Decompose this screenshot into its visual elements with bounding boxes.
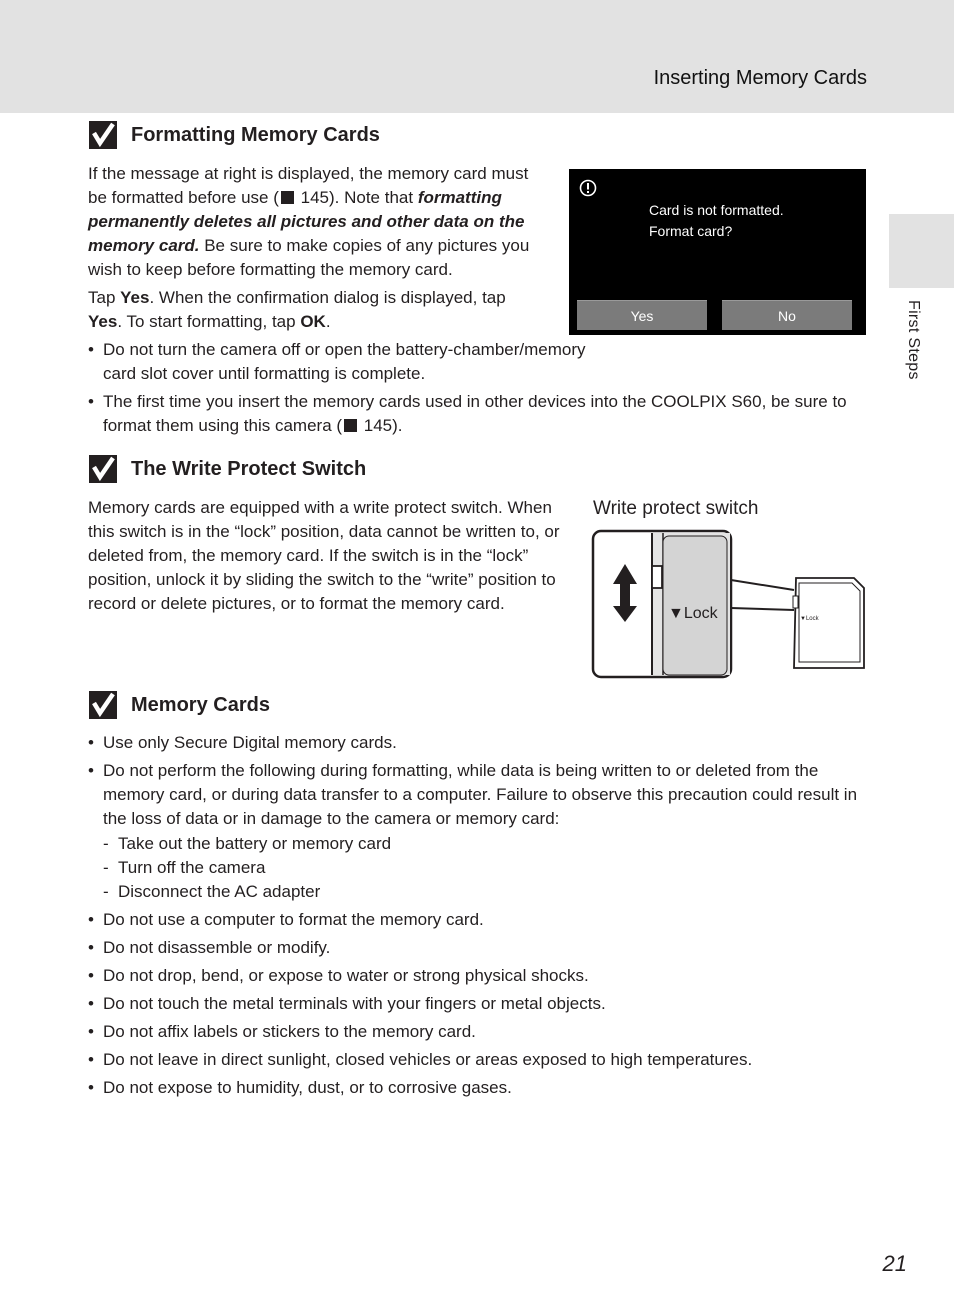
list-item: • Do not expose to humidity, dust, or to corrosive gases.	[88, 1076, 868, 1100]
section-title: Memory Cards	[131, 693, 270, 716]
list-item: • The first time you insert the memory cards used in other devices into the COOLPIX S60, be sure to format them using this camera ( 145).	[88, 390, 868, 438]
list-item: • Do not disassemble or modify.	[88, 936, 868, 960]
warning-icon	[579, 179, 597, 197]
section-title: Formatting Memory Cards	[131, 123, 380, 146]
page-reference-icon	[344, 419, 357, 432]
section-title: The Write Protect Switch	[131, 457, 367, 480]
list-item: • Do not affix labels or stickers to the memory card.	[88, 1020, 868, 1044]
side-tab-label: First Steps	[905, 300, 922, 380]
dialog-no-button: No	[722, 300, 852, 330]
figure-caption: Write protect switch	[593, 498, 759, 519]
page-number: 21	[882, 1251, 907, 1276]
formatting-paragraph-2: Tap Yes. When the confirmation dialog is displayed, tap Yes. To start formatting, tap OK.	[88, 288, 506, 331]
checkmark-note-icon	[88, 120, 118, 150]
running-header: Inserting Memory Cards	[653, 67, 867, 89]
lock-label: ▼Lock	[668, 605, 718, 622]
checkmark-note-icon	[88, 454, 118, 484]
formatting-bullet-list	[88, 338, 588, 390]
write-protect-paragraph: Memory cards are equipped with a write protect switch. When this switch is in the “lock” position, data cannot be written to, or deleted from, the memory card. If the switch is in the “lock” position, unlock it by sliding the switch to the “write” position to record or delete pictures, or to format the memory card.	[88, 498, 560, 613]
dialog-yes-button: Yes	[577, 300, 707, 330]
section-heading-memory-cards	[88, 690, 270, 720]
list-item: • Do not leave in direct sunlight, closed vehicles or areas exposed to high temperatures.	[88, 1048, 868, 1072]
sub-list-item: - Take out the battery or memory card	[103, 832, 868, 856]
sub-list-item: - Disconnect the AC adapter	[103, 880, 868, 904]
page-reference-icon	[281, 191, 294, 204]
memory-cards-bullet-list	[88, 731, 868, 1100]
sub-list	[103, 832, 868, 904]
checkmark-note-icon	[88, 690, 118, 720]
side-tab	[889, 214, 954, 288]
section-heading-formatting	[88, 120, 380, 150]
lock-label-small: ▼Lock	[800, 616, 819, 622]
list-item: • Do not touch the metal terminals with your fingers or metal objects.	[88, 992, 868, 1016]
sub-list-item: - Turn off the camera	[103, 856, 868, 880]
list-item: • Use only Secure Digital memory cards.	[88, 731, 868, 755]
formatting-paragraph-1: If the message at right is displayed, the memory card must be formatted before use ( 145). Note that formatting permanently deletes all pictures and other data on the memory card. Be sure to make copies of any pictures you wish to keep before formatting the memory card.	[88, 164, 530, 279]
list-item: • Do not use a computer to format the memory card.	[88, 908, 868, 932]
header-band	[0, 0, 954, 113]
list-item: • Do not drop, bend, or expose to water or strong physical shocks.	[88, 964, 868, 988]
section-heading-write-protect	[88, 454, 366, 484]
dialog-message: Card is not formatted. Format card?	[649, 202, 784, 239]
camera-dialog-illustration	[569, 169, 866, 335]
write-protect-switch-illustration	[590, 528, 870, 680]
formatting-bullet-list-2	[88, 390, 868, 438]
list-item: • Do not turn the camera off or open the battery-chamber/memory card slot cover until formatting is complete.	[88, 338, 588, 386]
list-item: • Do not perform the following during formatting, while data is being written to or deleted from the memory card, or during data transfer to a computer. Failure to observe this precaution could result in the loss of data or in damage to the camera or memory card: - Take out the battery or memory card - Turn off the camera - Disconnect the AC adapter	[88, 759, 868, 904]
